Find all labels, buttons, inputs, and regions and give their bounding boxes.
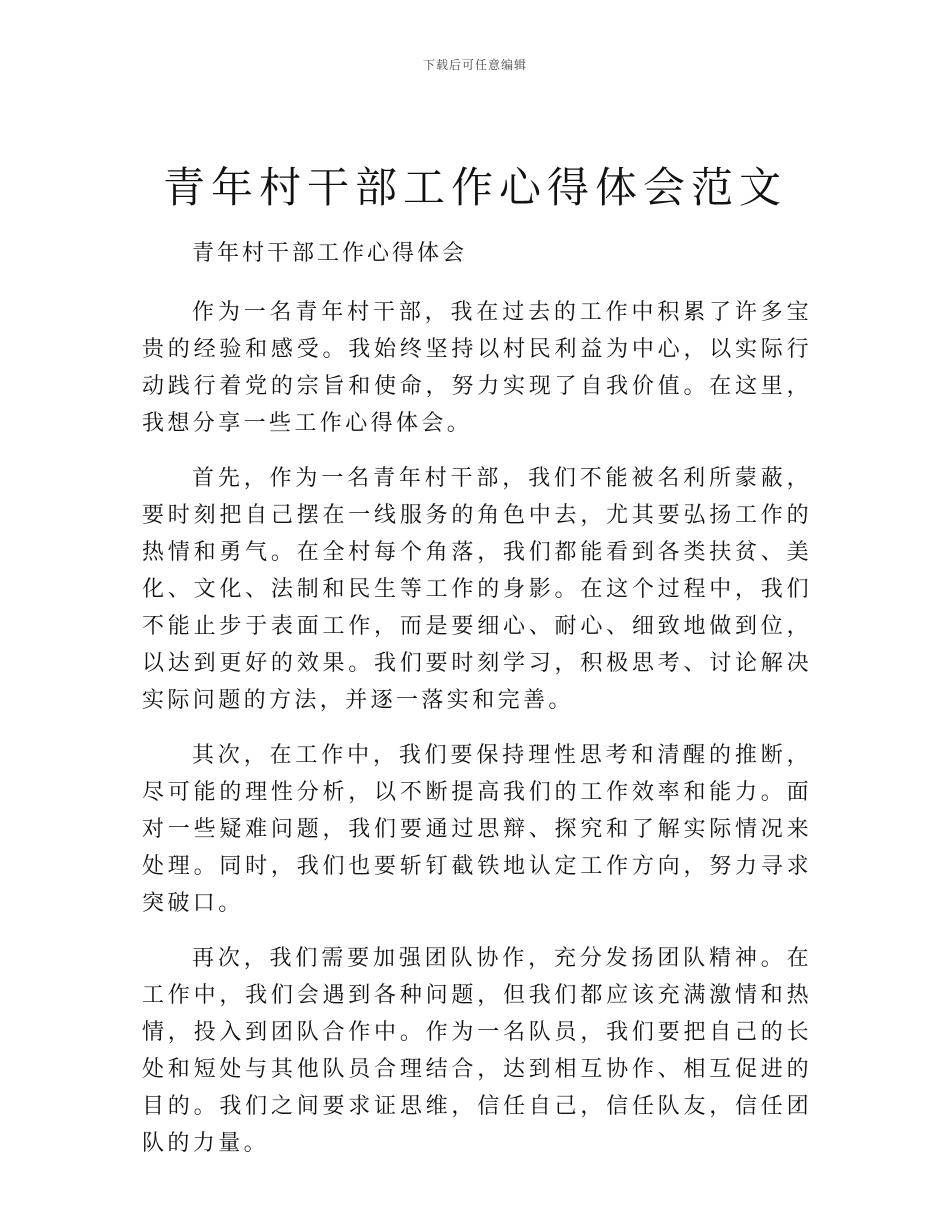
paragraph-intro: 作为一名青年村干部，我在过去的工作中积累了许多宝贵的经验和感受。我始终坚持以村民利益为中心，以实际行动践行着党的宗旨和使命，努力实现了自我价值。在这里，我想分享一些工作心得体会。	[142, 300, 812, 436]
document-title: 青年村干部工作心得体会范文	[162, 163, 787, 212]
document-subtitle: 青年村干部工作心得体会	[192, 241, 468, 266]
paragraph-third: 再次，我们需要加强团队协作，充分发扬团队精神。在工作中，我们会遇到各种问题，但我们都应该充满激情和热情，投入到团队合作中。作为一名队员，我们要把自己的长处和短处与其他队员合理结合，达到相互协作、相互促进的目的。我们之间要求证思维，信任自己，信任队友，信任团队的力量。	[142, 946, 812, 1156]
header-note: 下载后可任意编辑	[422, 58, 527, 72]
paragraph-second: 其次，在工作中，我们要保持理性思考和清醒的推断，尽可能的理性分析，以不断提高我们的工作效率和能力。面对一些疑难问题，我们要通过思辩、探究和了解实际情况来处理。同时，我们也要斩钉截铁地认定工作方向，努力寻求突破口。	[142, 743, 812, 916]
paragraph-first: 首先，作为一名青年村干部，我们不能被名利所蒙蔽，要时刻把自己摆在一线服务的角色中去，尤其要弘扬工作的热情和勇气。在全村每个角落，我们都能看到各类扶贫、美化、文化、法制和民生等工作的身影。在这个过程中，我们不能止步于表面工作，而是要细心、耐心、细致地做到位，以达到更好的效果。我们要时刻学习，积极思考、讨论解决实际问题的方法，并逐一落实和完善。	[142, 466, 812, 713]
document-body	[142, 236, 812, 1180]
